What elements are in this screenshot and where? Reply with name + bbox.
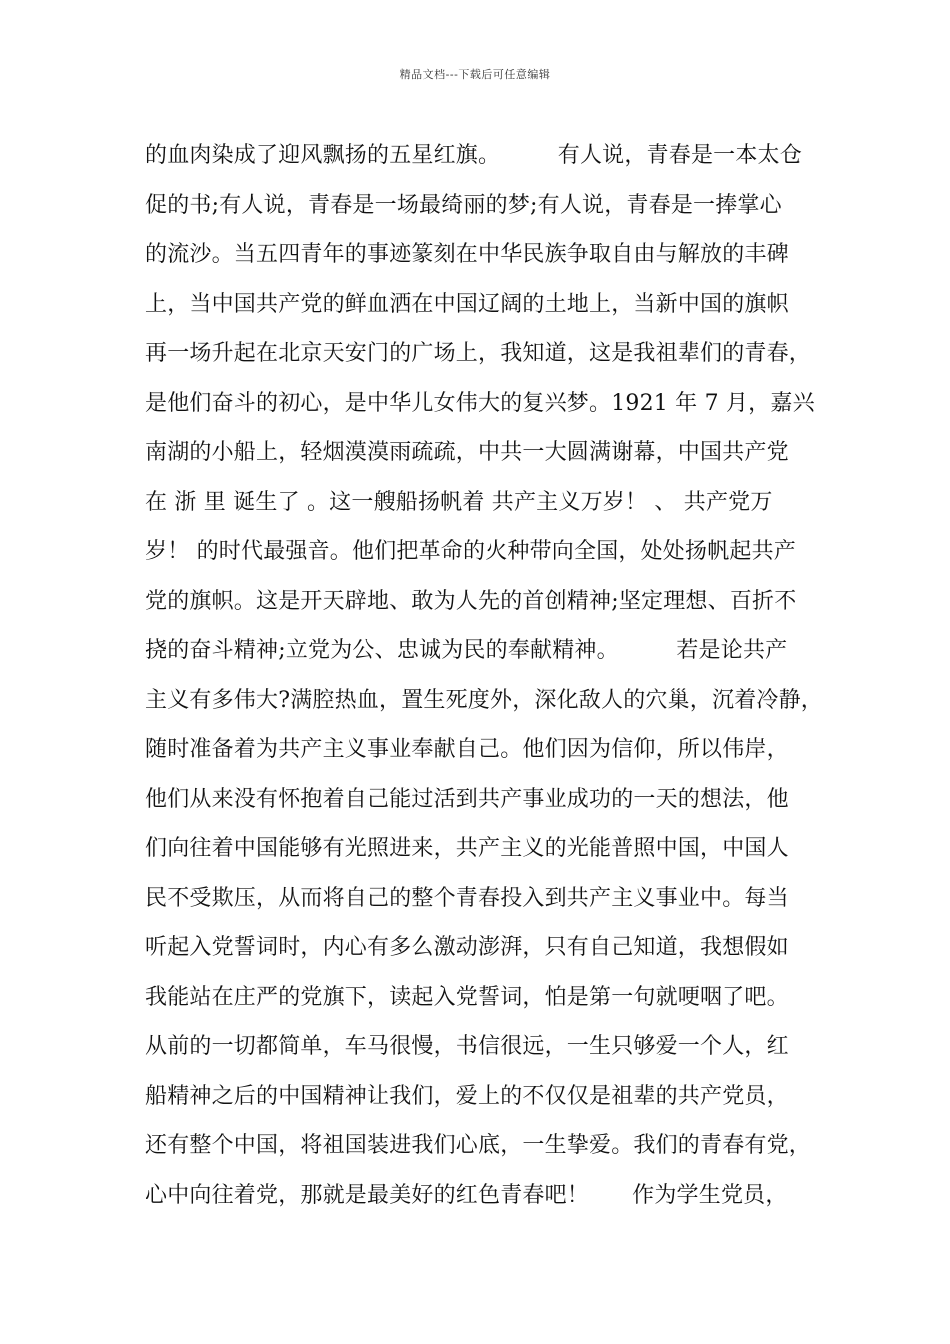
text-line: 在 浙 里 诞生了 。这一艘船扬帆着 共产主义万岁！ 、 共产党万 (145, 489, 773, 515)
text-line: 他们从来没有怀抱着自己能过活到共产事业成功的一天的想法，他 (145, 786, 789, 812)
text-line: 心中向往着党，那就是最美好的红色青春吧！ 作为学生党员， (145, 1182, 788, 1208)
text-line: 主义有多伟大?满腔热血，置生死度外，深化敌人的穴巢，沉着冷静， (145, 687, 823, 713)
text-line: 民不受欺压，从而将自己的整个青春投入到共产主义事业中。每当 (145, 885, 789, 911)
text-line: 的血肉染成了迎风飘扬的五星红旗。 有人说，青春是一本太仓 (145, 143, 802, 168)
page-header: 精品文档---下载后可任意编辑 (399, 68, 551, 81)
text-line: 船精神之后的中国精神让我们，爱上的不仅仅是祖辈的共产党员， (145, 1083, 789, 1109)
text-line: 南湖的小船上，轻烟漠漠雨疏疏，中共一大圆满谢幕，中国共产党 (145, 440, 789, 465)
text-line: 再一场升起在北京天安门的广场上，我知道，这是我祖辈们的青春， (145, 341, 812, 366)
text-line: 听起入党誓词时，内心有多么激动澎湃，只有自己知道，我想假如 (145, 935, 789, 960)
text-line: 的流沙。当五四青年的事迹篆刻在中华民族争取自由与解放的丰碑 (145, 242, 789, 267)
text-line: 挠的奋斗精神;立党为公、忠诚为民的奉献精神。 若是论共产 (145, 638, 788, 663)
text-line: 岁！ 的时代最强音。他们把革命的火种带向全国，处处扬帆起共产 (145, 539, 796, 564)
text-line: 促的书;有人说，青春是一场最绮丽的梦;有人说，青春是一捧掌心 (145, 192, 782, 218)
text-line: 党的旗帜。这是开天辟地、敢为人先的首创精神;坚定理想、百折不 (145, 588, 797, 614)
text-line: 我能站在庄严的党旗下，读起入党誓词，怕是第一句就哽咽了吧。 (145, 984, 789, 1010)
text-line: 还有整个中国，将祖国装进我们心底，一生挚爱。我们的青春有党， (145, 1133, 812, 1158)
text-line: 是他们奋斗的初心，是中华儿女伟大的复兴梦。1921 年 7 月，嘉兴 (145, 390, 815, 416)
document-body (145, 131, 835, 1220)
text-line: 们向往着中国能够有光照进来，共产主义的光能普照中国，中国人 (145, 836, 789, 861)
text-line: 上，当中国共产党的鲜血洒在中国辽阔的土地上，当新中国的旗帜 (145, 291, 789, 317)
text-line: 随时准备着为共产主义事业奉献自己。他们因为信仰，所以伟岸， (145, 737, 789, 762)
text-line: 从前的一切都简单，车马很慢，书信很远，一生只够爱一个人，红 (145, 1034, 789, 1059)
